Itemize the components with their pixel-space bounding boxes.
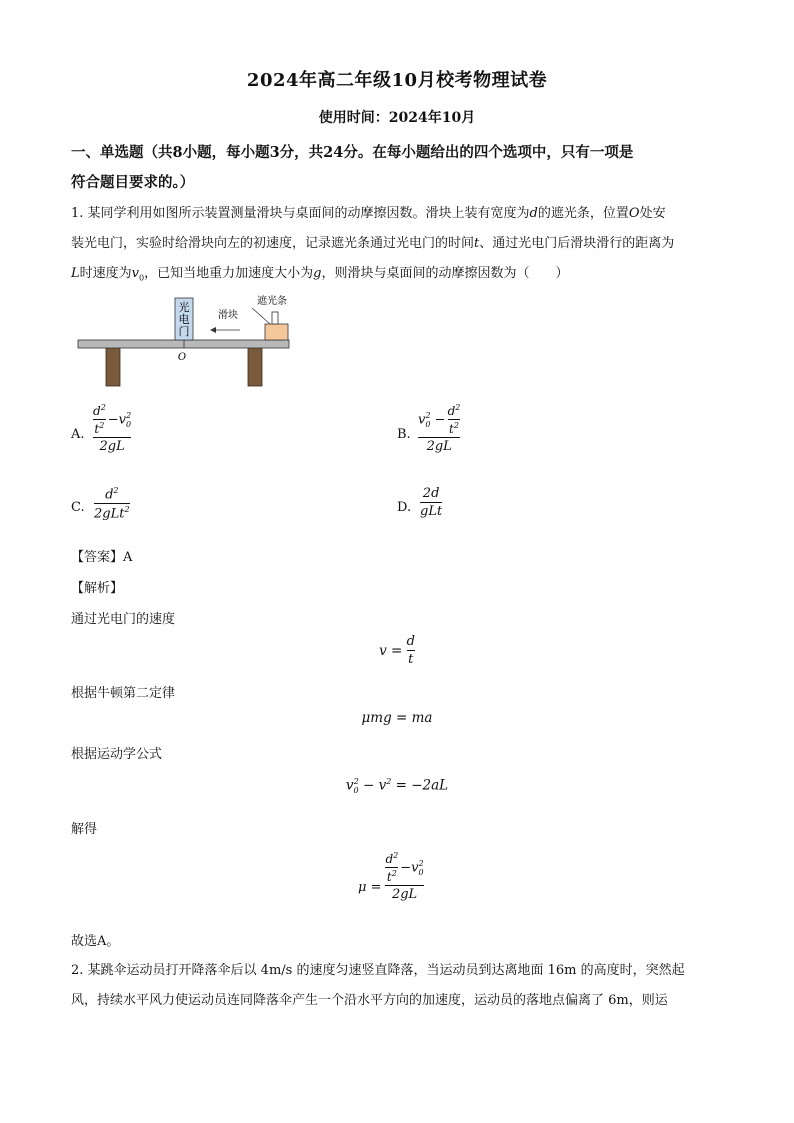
equation-result: μ = $\frac{d^2}{t^2}$ $-v_0^2$ 2gL [358,851,424,902]
option-d-formula [420,486,442,519]
table-leg-left [106,348,120,386]
question-1-text [71,199,721,294]
analysis-step-4: 解得 [71,822,98,837]
option-c-numerator: $d^2$ [105,486,119,503]
q1-line1: 1. 某同学利用如图所示装置测量滑块与桌面间的动摩擦因数。滑块上装有宽度为d的遮光条，位置O处安 [71,206,666,221]
slider-label: 滑块 [218,310,238,321]
photogate-label-2: 电 [178,313,190,326]
option-b-label: B. [397,427,411,442]
slider-block [265,324,288,340]
q2-line1: 2. 某跳伞运动员打开降落伞后以 4m/s 的速度匀速竖直降落，当运动员到达离地面 16m 的高度时，突然起 [71,963,685,978]
option-b-inner-frac: $\frac{d^2}{t^2}$ [447,403,461,436]
table-top [78,340,289,348]
equation-newton: μmg = ma [361,710,433,726]
answer: 【答案】A [71,550,133,565]
analysis-step-2: 根据牛顿第二定律 [71,686,176,701]
origin-label: O [177,352,187,363]
option-b-formula [418,403,460,454]
equation-kinematics: $v_0^2 - v^2 = -2aL$ [345,777,449,796]
option-c-denominator: 2gLt$^2$ [94,505,130,522]
option-d-numerator: 2d [422,486,440,501]
option-b-denominator: 2gL [426,439,452,454]
option-a-inner-frac: $\frac{d^2}{t^2}$ [93,403,106,436]
analysis-heading: 【解析】 [71,581,124,596]
photogate-label-1: 光 [178,301,190,314]
q2-line2: 风，持续水平风力使运动员连同降落伞产生一个沿水平方向的加速度，运动员的落地点偏离了 6m，则运 [71,993,668,1008]
option-a-denominator: 2gL [99,439,125,454]
option-a-formula [93,403,131,454]
section-heading-line1: 一、单选题（共8小题，每小题3分，共24分。在每小题给出的四个选项中，只有一项是 [71,144,634,161]
strip-label: 遮光条 [257,296,287,307]
option-d-denominator: gLt [420,504,443,519]
option-b-numerator: $v_0^2$ − $\frac{d^2}{t^2}$ [418,403,461,436]
section-heading-line2: 符合题目要求的。） [71,174,195,191]
conclusion: 故选A。 [71,934,120,949]
page-title: 2024年高二年级10月校考物理试卷 [246,70,548,91]
section-heading [71,138,721,198]
experiment-figure [76,294,296,390]
analysis-step-1: 通过光电门的速度 [71,612,176,627]
strip-pointer [252,308,270,324]
equation-velocity: v = $\frac{d}{t}$ [379,634,415,667]
option-a-label: A. [71,427,85,442]
option-a-numerator: $\frac{d^2}{t^2}$ $-v_0^2$ [93,403,132,436]
option-c-label: C. [71,500,85,515]
page-subtitle: 使用时间：2024年10月 [318,110,476,126]
q1-line2: 装光电门，实验时给滑块向左的初速度，记录遮光条通过光电门的时间t、通过光电门后滑块滑行的距离为 [71,236,675,251]
table-leg-right [248,348,262,386]
q1-line3: L时速度为$v_0$，已知当地重力加速度大小为g，则滑块与桌面间的动摩擦因数为（ ） [71,266,569,283]
analysis-step-3: 根据运动学公式 [71,747,163,762]
option-d-label: D. [397,500,412,515]
velocity-arrowhead [210,327,216,333]
option-c-formula [94,486,130,522]
light-strip [272,312,278,324]
question-2-text [71,956,721,1016]
photogate-label-3: 门 [178,325,190,338]
